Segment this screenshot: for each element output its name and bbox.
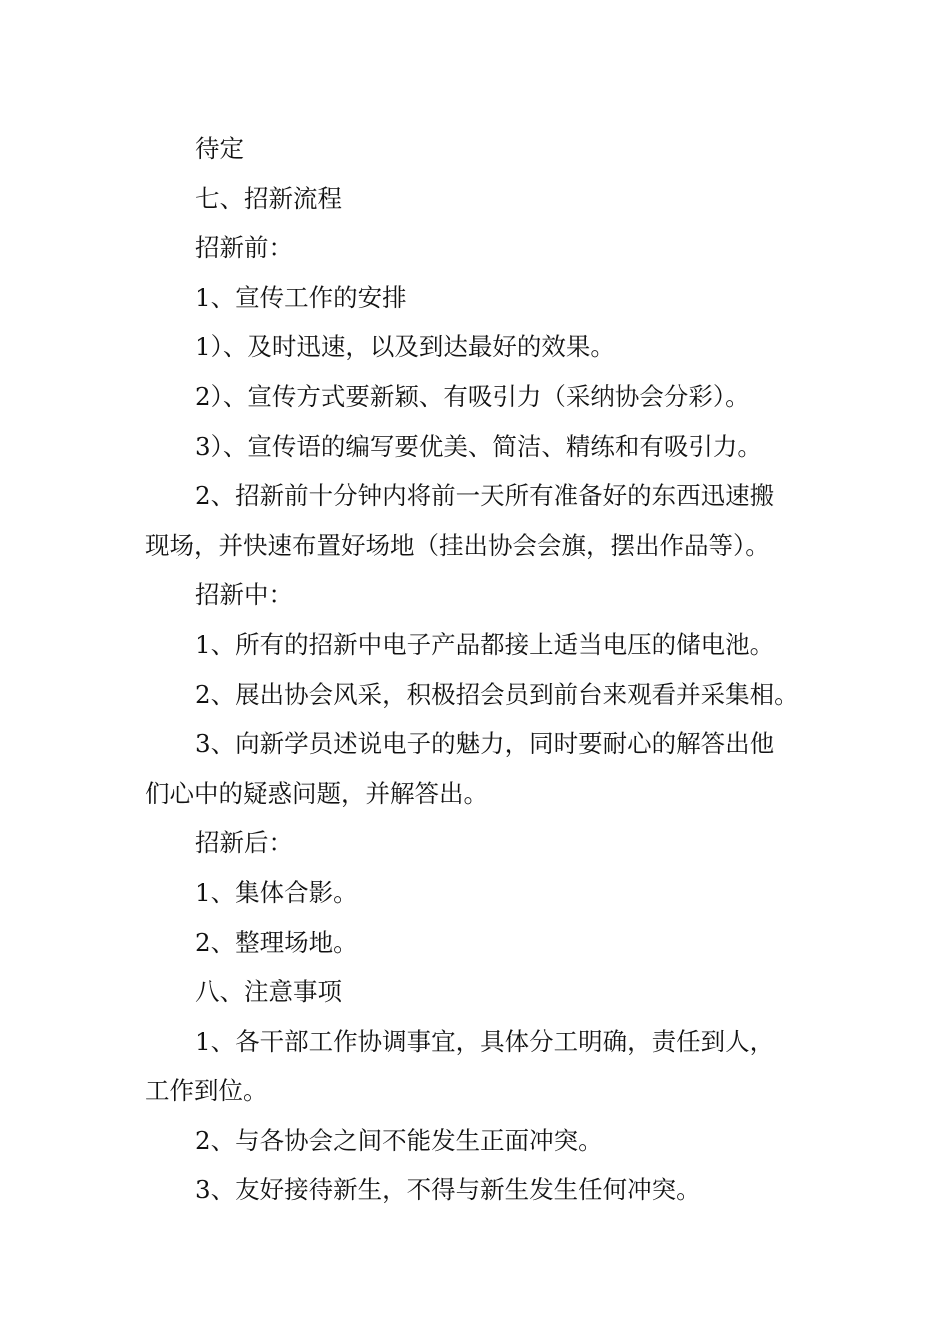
- list-item-during-1: 1、所有的招新中电子产品都接上适当电压的储电池。: [195, 629, 775, 659]
- heading-notes: 八、注意事项: [195, 977, 342, 1007]
- subheading-during-recruitment: 招新中：: [195, 580, 293, 610]
- list-item-notes-3: 3、友好接待新生，不得与新生发生任何冲突。: [195, 1175, 701, 1205]
- list-item-during-3-line2: 们心中的疑惑问题，并解答出。: [145, 778, 488, 808]
- heading-recruitment-process: 七、招新流程: [195, 183, 342, 213]
- subheading-before-recruitment: 招新前：: [195, 233, 293, 263]
- list-item-notes-1-line1: 1、各干部工作协调事宜，具体分工明确，责任到人，: [195, 1026, 775, 1056]
- list-item-after-1: 1、集体合影。: [195, 877, 358, 907]
- list-item-after-2: 2、整理场地。: [195, 927, 358, 957]
- list-item-notes-1-line2: 工作到位。: [145, 1076, 268, 1106]
- list-item-setup-line1: 2、招新前十分钟内将前一天所有准备好的东西迅速搬: [195, 481, 775, 511]
- subheading-after-recruitment: 招新后：: [195, 828, 293, 858]
- list-item-publicity-1: 1）、及时迅速，以及到达最好的效果。: [195, 332, 615, 362]
- list-item-publicity-3: 3）、宣传语的编写要优美、简洁、精练和有吸引力。: [195, 431, 762, 461]
- document-body: [145, 124, 810, 1215]
- list-item-setup-line2: 现场，并快速布置好场地（挂出协会会旗，摆出作品等）。: [145, 530, 770, 560]
- list-item-during-2: 2、展出协会风采，积极招会员到前台来观看并采集相。: [195, 679, 799, 709]
- list-item-publicity-arrangement: 1、宣传工作的安排: [195, 282, 407, 312]
- list-item-publicity-2: 2）、宣传方式要新颖、有吸引力（采纳协会分彩）。: [195, 381, 750, 411]
- list-item-during-3-line1: 3、向新学员述说电子的魅力，同时要耐心的解答出他: [195, 729, 775, 759]
- paragraph-tbd: 待定: [195, 134, 244, 163]
- list-item-notes-2: 2、与各协会之间不能发生正面冲突。: [195, 1125, 603, 1155]
